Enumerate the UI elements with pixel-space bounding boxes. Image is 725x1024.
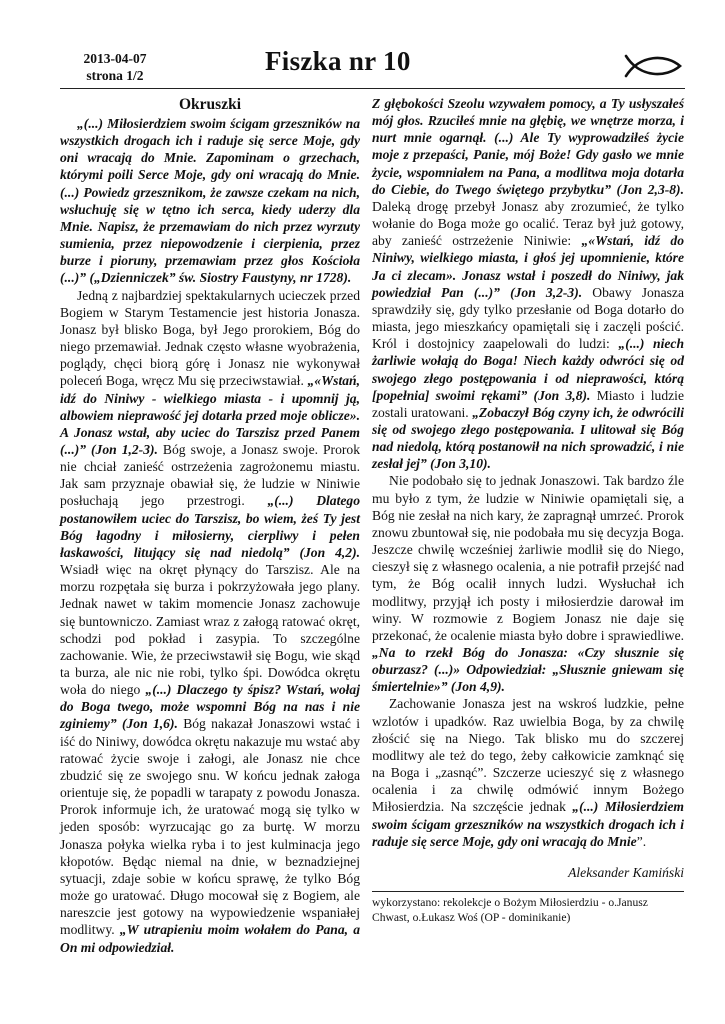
body-text: Wsiadł więc na okręt płynący do Tarszisz. Ale na morzu rozpętała się burza i pokrzyżowała jego plany. Jednak nawet w takim momencie Jonasz zachowuje się buntowniczo. Zamiast wraz z załogą ratować okręt, schodzi pod pokład i zasypia. To szczególne zachowanie. Wie, że przeciwstawił się Bogu, wie skąd ta burza, ale nic nie robi, tylko śpi. Dowódca okrętu woła do niego <box>60 562 360 698</box>
article-heading: Okruszki <box>178 96 241 113</box>
right-column-body <box>372 95 684 850</box>
body-text: Jedną z najbardziej spektakularnych ucieczek przed Bogiem w Starym Testamencie jest historia Jonasza. Jonasz był blisko Boga, był Jego prorokiem, Bóg do niego przemawiał. Jednak często własne wyobrażenia, poglądy, chęci biorą górę i Jonasz nie wykonywał poleceń Boga, wręcz Mu się przeciwstawiał. <box>60 287 360 389</box>
scripture-quote: „(...) niech żarliwie wołają do Boga! Niech każdy odwróci się od swojego złego postępowania i od nieprawości, którą [popełnia] swoimi rękami” (Jon 3,8). <box>372 336 684 403</box>
right-column <box>372 95 684 925</box>
left-column <box>60 95 360 956</box>
page-indicator: strona 1/2 <box>86 68 144 83</box>
body-text: Obawy Jonasza sprawdziły się, gdy tylko przesłanie od Boga dotarło do miasta, jego mieszkańcy opamiętali się i zaczęli pościć. Król i dostojnicy zaapelowali do ludzi: <box>372 284 684 352</box>
article-paragraph <box>60 287 360 956</box>
header-divider <box>60 88 685 89</box>
body-text: Nie podobało się to jednak Jonaszowi. Tak bardzo źle mu było z tym, że ludzie w Niniwie opamiętali się, a Bóg nie zesłał na nich kary, że zapragnął umrzeć. Prorok znowu zbuntował się, nie podobała mu się decyzja Boga. Jeszcze chwilę wcześniej żarliwie modlił się do Niego, cieszył się z własnego ocalenia, a nie potrafił przejść nad tym, że Bóg ocalił innych ludzi. Wysłuchał ich modlitwy, przyjął ich posty i miłosierdzie darował im winy. W rozmowie z Bogiem Jonasz nie daje się przekonać, że ocalenie miasta było dobre i sprawiedliwe. <box>372 473 684 643</box>
scripture-quote: „(...) Dlaczego ty śpisz? Wstań, wołaj do Boga twego, może wspomni Bóg na nas i nie zginiemy” (Jon 1,6). <box>60 682 360 732</box>
body-text: Daleką drogę przebył Jonasz aby zrozumieć, że tylko wołanie do Boga może go ocalić. Teraz był już gotowy, aby zanieść ostrzeżenie Niniwie: <box>372 198 684 249</box>
article-paragraph <box>60 115 360 287</box>
scripture-quote: „(...) Miłosierdziem swoim ścigam grzeszników na wszystkich drogach ich i raduje się serce Moje, gdy oni wracają do Mnie. Zapominam o grzechach, którymi poili Serce Moje, gdy oni wracają do Mnie. (...) Powiedz grzesznikom, że zawsze czekam na nich, wsłuchuję się w tętno ich serca, kiedy uderzy dla Mnie. Napisz, że przemawiam do nich przez wyrzuty sumienia, przez niepowodzenie i cierpienia, przez burze i pioruny, przemawiam przez głos Kościoła (...)” („Dzienniczek” św. Siostry Faustyny, nr 1728). <box>60 116 360 286</box>
scripture-quote: „(...) Dlatego postanowiłem uciec do Tarszisz, bo wiem, żeś Ty jest Bóg łagodny i miłosierny, cierpliwy i pełen łaskawości, litujący się nad niedolą” (Jon 4,2). <box>60 493 360 560</box>
article-paragraph <box>372 95 684 472</box>
body-text: Zachowanie Jonasza jest na wskroś ludzkie, pełne wzlotów i upadków. Raz uwielbia Boga, by za chwilę złościć się na Niego. Tak blisko mu do szczerej modlitwy ale też do tego, żeby całkowicie zamknąć się na Boga i „zasnąć”. Szczerze ucieszyć się z własnego ocalenia i za chwilę odmówić innym Bożego Miłosierdzia. Na szczęście jednak <box>372 696 684 815</box>
article-paragraph <box>372 472 684 695</box>
left-column-body <box>60 115 360 956</box>
article-paragraph <box>372 695 684 849</box>
scripture-quote: „W utrapieniu moim wołałem do Pana, a On mi odpowiedział. <box>60 922 361 955</box>
scripture-quote: Z głębokości Szeolu wzywałem pomocy, a Ty usłyszałeś mój głos. Rzuciłeś mnie na głębię, we wnętrze morza, i nurt mnie ogarnął. (...) Ale Ty wyprowadziłeś życie moje z przepaści, Panie, mój Boże! Gdy gasło we mnie życie, wspomniałem na Pana, a modlitwa moja dotarła do Ciebie, do Twego świętego przybytku” (Jon 2,3-8). <box>372 96 684 197</box>
ichthys-fish-icon <box>624 52 682 80</box>
scripture-quote: „Zobaczył Bóg czyny ich, że odwrócili się od swojego złego postępowania. I ulitował się Bóg nad niedolą, którą postanowił na nich sprowadzić, i nie zesłał jej” (Jon 3,10). <box>372 404 684 472</box>
body-text: Miasto i ludzie zostali uratowani. <box>372 387 684 420</box>
header-date-block <box>60 50 170 84</box>
scripture-quote: „«Wstań, idź do Niniwy, wielkiego miasta, i głoś jej upomnienie, które Ja ci zlecam». Jonasz wstał i poszedł do Niniwy, jak powiedział Pan (...)” (Jon 3,2-3). <box>372 233 684 300</box>
author-signature: Aleksander Kamiński <box>568 864 684 880</box>
scripture-quote: „«Wstań, idź do Niniwy - wielkiego miasta - i upomnij ją, albowiem nieprawość jej dotarła przed moje oblicze». A Jonasz wstał, aby uciec do Tarszisz przed Panem (...)” (Jon 1,2-3). <box>60 373 360 457</box>
scripture-quote: „(...) Miłosierdziem swoim ścigam grzeszników na wszystkich drogach ich i raduje się serce Moje, gdy oni wracają do Mnie <box>372 799 685 849</box>
issue-date: 2013-04-07 <box>83 51 147 66</box>
page-title: Fiszka nr 10 <box>265 46 411 76</box>
body-text: Bóg nakazał Jonaszowi wstać i iść do Niniwy, dowódca okrętu nakazuje mu wstać aby ratować życie swoje i załogi, ale Jonasz nie chce zbudzić się ze swojego snu. W końcu jednak załoga orientuje się, że popadli w tarapaty z powodu Jonasza. Prorok informuje ich, że uratować mogą się tylko w jeden sposób: wyrzucając go za burtę. W morzu Jonasza połyka wielka ryba i to jest kulminacja jego kłopotów. Będąc niemal na dnie, w beznadziejnej sytuacji, zdaje sobie w końcu sprawę, że tylko Bóg może go uratować. Długo mocował się z Bogiem, ale nareszcie jest gotowy na wypowiedzenie wspaniałej modlitwy. <box>60 716 360 938</box>
body-text: ”. <box>636 833 647 849</box>
body-text: Bóg swoje, a Jonasz swoje. Prorok nie chciał zanieść ostrzeżenia zagrożonemu miastu. Jak sam przyznaje obawiał się, że ludzie w Niniwie posłuchają jego przestrogi. <box>60 441 360 509</box>
footer-divider <box>372 891 684 892</box>
source-footnote: wykorzystano: rekolekcje o Bożym Miłosierdziu - o.Janusz Chwast, o.Łukasz Woś (OP - dominikanie) <box>372 896 648 924</box>
scripture-quote: „Na to rzekł Bóg do Jonasza: «Czy słusznie się oburzasz? (...)» Odpowiedział: „Słusznie gniewam się śmiertelnie»” (Jon 4,9). <box>372 645 684 695</box>
